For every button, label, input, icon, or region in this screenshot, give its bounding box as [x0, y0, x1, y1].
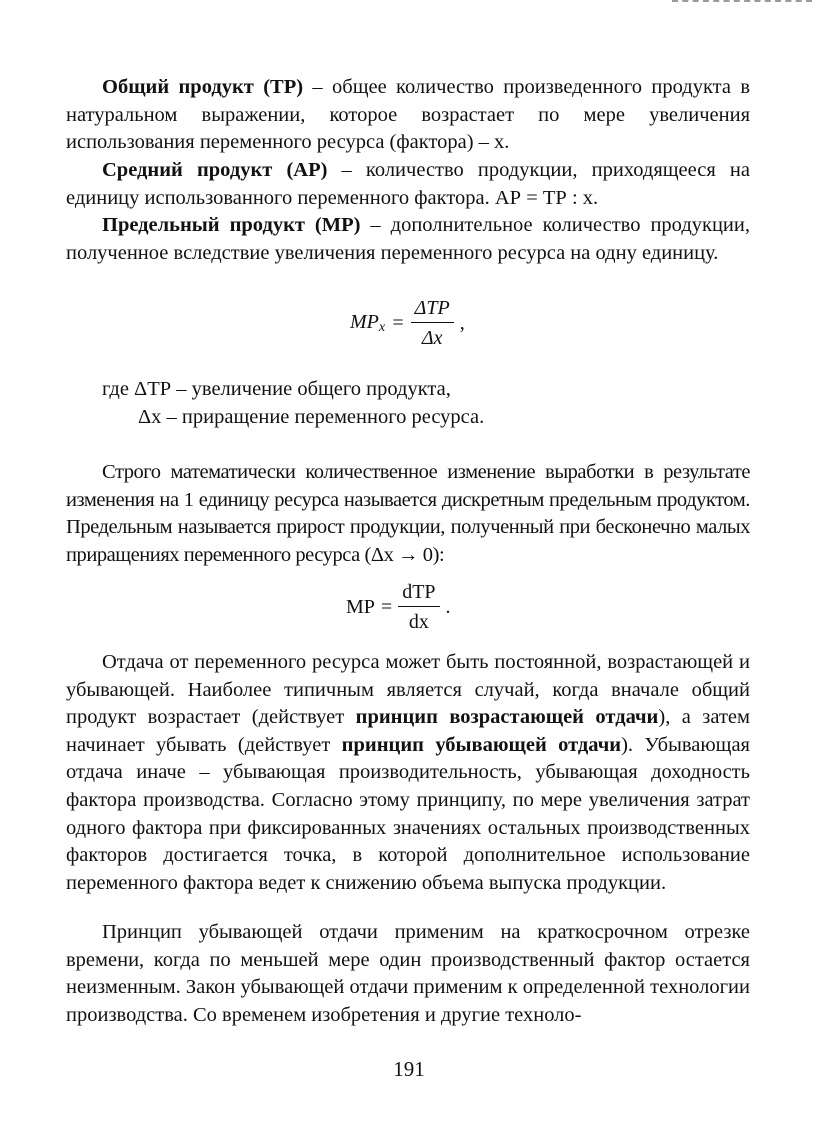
formula-trail: ,	[459, 311, 465, 334]
where-line-2: Δх – приращение переменного ресурса.	[138, 406, 485, 428]
formula-lhs: $MP_x$	[350, 310, 386, 335]
paragraph-total-product	[66, 74, 750, 157]
formula-fraction	[398, 580, 439, 634]
formula-lhs-subscript: x	[378, 319, 386, 335]
definition-marginal-product: – дополнительное количество продукции, полученное вследствие увеличения переменного ресурса на одну единицу.	[66, 214, 750, 264]
term-diminishing-returns: принцип убывающей отдачи	[341, 733, 622, 756]
paragraph-returns: Отдача от переменного ресурса может быть постоянной, возрастающей и убывающей. Наиболее типичным является случай, когда вначале общий продукт возрастает (действует принцип возрастающей отдачи), а затем начинает убывать (действует принцип убывающей отдачи). Убывающая отдача иначе – убывающая производительность, убывающая доходность фактора производства. Согласно этому принципу, по мере увеличения затрат одного фактора при фиксированных значениях остальных производственных факторов достигается точка, в которой дополнительное использование переменного фактора ведет к снижению объема выпуска продукции.	[66, 651, 751, 894]
formula-marginal-product	[346, 580, 451, 634]
formula-equals: =	[391, 311, 405, 334]
term-increasing-returns: принцип возрастающей отдачи	[355, 706, 659, 729]
paragraph-discrete-marginal: Строго математически количественное изменение выработки в результате изменения на 1 единицу ресурса называется дискретным предельным продуктом. Предельным называется прирост продукции, полученный при бесконечно малых приращениях переменного ресурса (Δх → 0):	[66, 461, 750, 566]
formula-marginal-product-x	[350, 296, 465, 350]
formula-numerator: ΔTP	[411, 296, 454, 323]
formula-numerator: dTP	[398, 580, 439, 607]
paragraph-average-product	[66, 157, 750, 212]
page-number: 191	[393, 1057, 425, 1081]
formula-fraction	[411, 296, 454, 350]
formula-trail: .	[445, 595, 451, 618]
definition-total-product: – общее количество произведенного продукта в натуральном выражении, которое возрастает по мере увеличения использования переменного ресурса (фактора) – х.	[66, 76, 750, 154]
where-line-1: где ΔТР – увеличение общего продукта,	[102, 378, 451, 400]
formula-denominator: dx	[408, 611, 429, 633]
formula-equals: =	[380, 595, 393, 618]
scan-artifact	[672, 0, 812, 5]
paragraph-principle: Принцип убывающей отдачи применим на краткосрочном отрезке времени, когда по меньшей мере один производственный фактор остается неизменным. Закон убывающей отдачи применим к определенной технологии производства. Со временем изобретения и другие техноло-	[66, 921, 750, 1026]
formula-lhs: MP	[346, 595, 375, 618]
term-total-product: Общий продукт (ТР)	[102, 76, 304, 98]
term-average-product: Средний продукт (АР)	[102, 159, 328, 181]
term-marginal-product: Предельный продукт (МР)	[102, 214, 361, 236]
definition-average-product: – количество продукции, приходящееся на единицу использованного переменного фактора. АР = ТР : х.	[66, 159, 750, 209]
formula-denominator: Δx	[421, 327, 443, 349]
paragraph-marginal-product	[66, 212, 750, 267]
